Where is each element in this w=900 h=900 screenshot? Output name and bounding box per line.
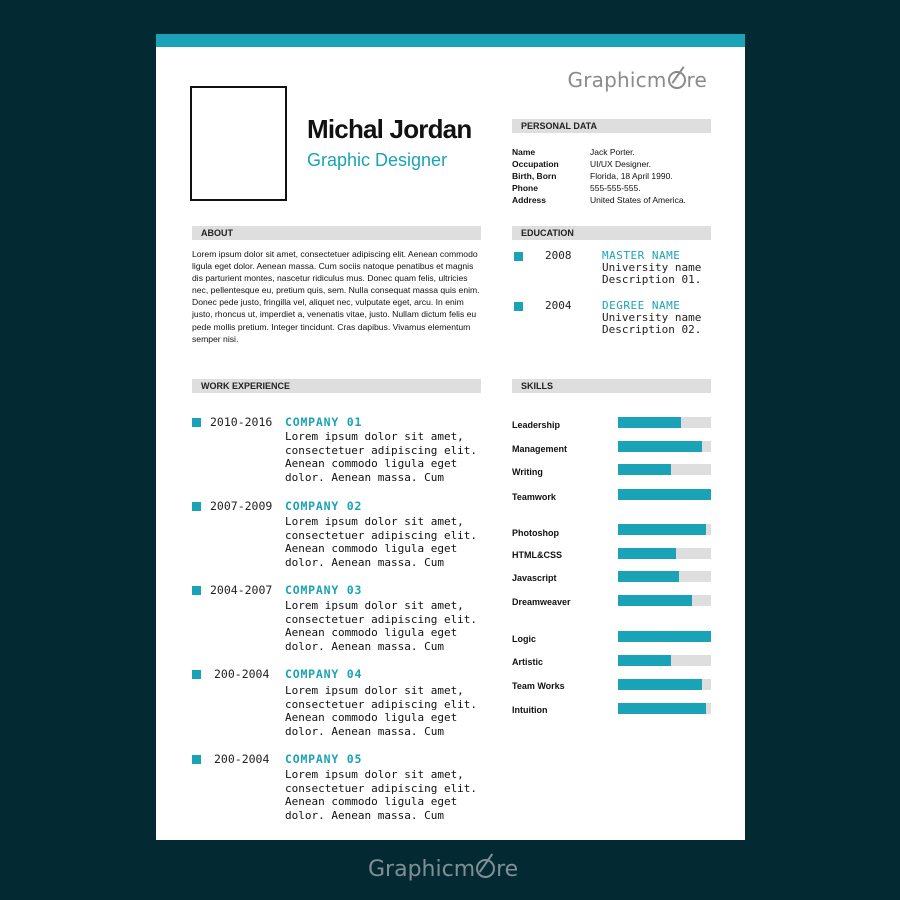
skill-bar-fill [618,548,676,559]
skill-label: Intuition [512,705,548,715]
work-company: COMPANY 02 [285,499,363,513]
work-description: Lorem ipsum dolor sit amet, consectetuer adipiscing elit. Aenean commodo ligula eget dolor. Aenean massa. Cum [285,599,478,653]
personal-row [512,158,686,170]
education-university: University name [602,261,702,274]
skill-bar-fill [618,441,702,452]
skill-bar [618,679,711,690]
skill-label: Artistic [512,657,544,667]
work-experience-heading: WORK EXPERIENCE [192,379,481,393]
personal-row [512,182,686,194]
work-description: Lorem ipsum dolor sit amet, consectetuer adipiscing elit. Aenean commodo ligula eget dolor. Aenean massa. Cum [285,430,478,484]
education-university: University name [602,311,702,324]
work-company: COMPANY 03 [285,583,363,597]
personal-key: Address [512,195,547,205]
skill-label: Javascript [512,573,557,583]
skill-bar-fill [618,417,681,428]
skill-bar [618,524,711,535]
education-description: Description 02. [602,323,702,336]
education-year: 2008 [545,249,572,262]
work-description: Lorem ipsum dolor sit amet, consectetuer adipiscing elit. Aenean commodo ligula eget dolor. Aenean massa. Cum [285,515,478,569]
education-title: DEGREE NAME [602,299,681,312]
skills-heading: SKILLS [512,379,711,393]
bullet-icon [192,670,201,679]
skill-bar [618,417,711,428]
skill-label: Writing [512,467,543,477]
skill-bar [618,571,711,582]
skill-bar-fill [618,631,711,642]
skill-bar-fill [618,571,679,582]
personal-row [512,194,686,206]
skill-label: Logic [512,634,536,644]
skill-label: Management [512,444,568,454]
skill-bar-fill [618,679,702,690]
education-description: Description 01. [602,273,702,286]
personal-value: United States of America. [590,195,686,205]
about-text: Lorem ipsum dolor sit amet, consectetuer adipiscing elit. Aenean commodo ligula eget dolor. Aenean massa. Cum sociis natoque penatibus et magnis dis parturient montes, nascetur ridiculus mus. Donec quam felis, ultricies nec, pellentesque eu, pretium quis, sem. Nulla consequat massa quis enim. Donec pede justo, fringilla vel, aliquet nec, vulputate eget, arcu. In enim justo, rhoncus ut, imperdiet a, venenatis vitae, justo. Nullam dictum felis eu pede mollis pretium. Integer tincidunt. Cras dapibus. Vivamus elementum semper nisi. [192,249,480,344]
photo-placeholder [190,86,287,201]
work-company: COMPANY 04 [285,667,363,681]
skill-bar [618,631,711,642]
accent-top-bar [156,34,745,47]
bullet-icon [192,502,201,511]
bullet-icon [514,302,523,311]
skill-bar [618,595,711,606]
skill-bar [618,548,711,559]
work-company: COMPANY 05 [285,752,363,766]
personal-key: Occupation [512,159,559,169]
footer-brand-logo: Graphicm re [368,857,519,882]
personal-value: Florida, 18 April 1990. [590,171,673,181]
work-years: 200-2004 [214,667,270,681]
personal-key: Phone [512,183,538,193]
feather-o-icon [668,71,686,89]
bullet-icon [192,586,201,595]
work-years: 200-2004 [214,752,270,766]
personal-row [512,170,686,182]
brand-logo: Graphicm re [567,68,707,92]
work-company: COMPANY 01 [285,415,363,429]
bullet-icon [192,755,201,764]
education-title: MASTER NAME [602,249,681,262]
feather-o-icon [476,859,495,878]
education-year: 2004 [545,299,572,312]
skill-bar [618,703,711,714]
skill-label: HTML&CSS [512,550,562,560]
resume-page [156,34,745,840]
skill-label: Photoshop [512,528,559,538]
work-years: 2004-2007 [210,583,273,597]
personal-key: Name [512,147,536,157]
work-years: 2007-2009 [210,499,273,513]
work-description: Lorem ipsum dolor sit amet, consectetuer adipiscing elit. Aenean commodo ligula eget dolor. Aenean massa. Cum [285,768,478,822]
personal-value: 555-555-555. [590,183,641,193]
candidate-name: Michal Jordan [307,114,472,144]
personal-key: Birth, Born [512,171,557,181]
about-heading: ABOUT [192,226,481,240]
education-heading: EDUCATION [512,226,711,240]
personal-value: Jack Porter. [590,147,635,157]
skill-label: Teamwork [512,492,556,502]
skill-label: Leadership [512,420,561,430]
skill-bar-fill [618,464,671,475]
skill-bar-fill [618,489,711,500]
skill-bar-fill [618,655,671,666]
skill-bar-fill [618,595,692,606]
skill-bar [618,464,711,475]
skill-bar [618,655,711,666]
bullet-icon [192,418,201,427]
skill-bar [618,441,711,452]
work-years: 2010-2016 [210,415,273,429]
skill-bar [618,489,711,500]
personal-data-heading: PERSONAL DATA [512,119,711,133]
personal-value: UI/UX Designer. [590,159,651,169]
skill-label: Team Works [512,681,565,691]
personal-row [512,146,686,158]
candidate-role: Graphic Designer [307,150,448,170]
personal-data-table [512,146,686,206]
skill-bar-fill [618,524,706,535]
work-description: Lorem ipsum dolor sit amet, consectetuer adipiscing elit. Aenean commodo ligula eget dolor. Aenean massa. Cum [285,684,478,738]
skill-bar-fill [618,703,706,714]
bullet-icon [514,252,523,261]
skill-label: Dreamweaver [512,597,571,607]
